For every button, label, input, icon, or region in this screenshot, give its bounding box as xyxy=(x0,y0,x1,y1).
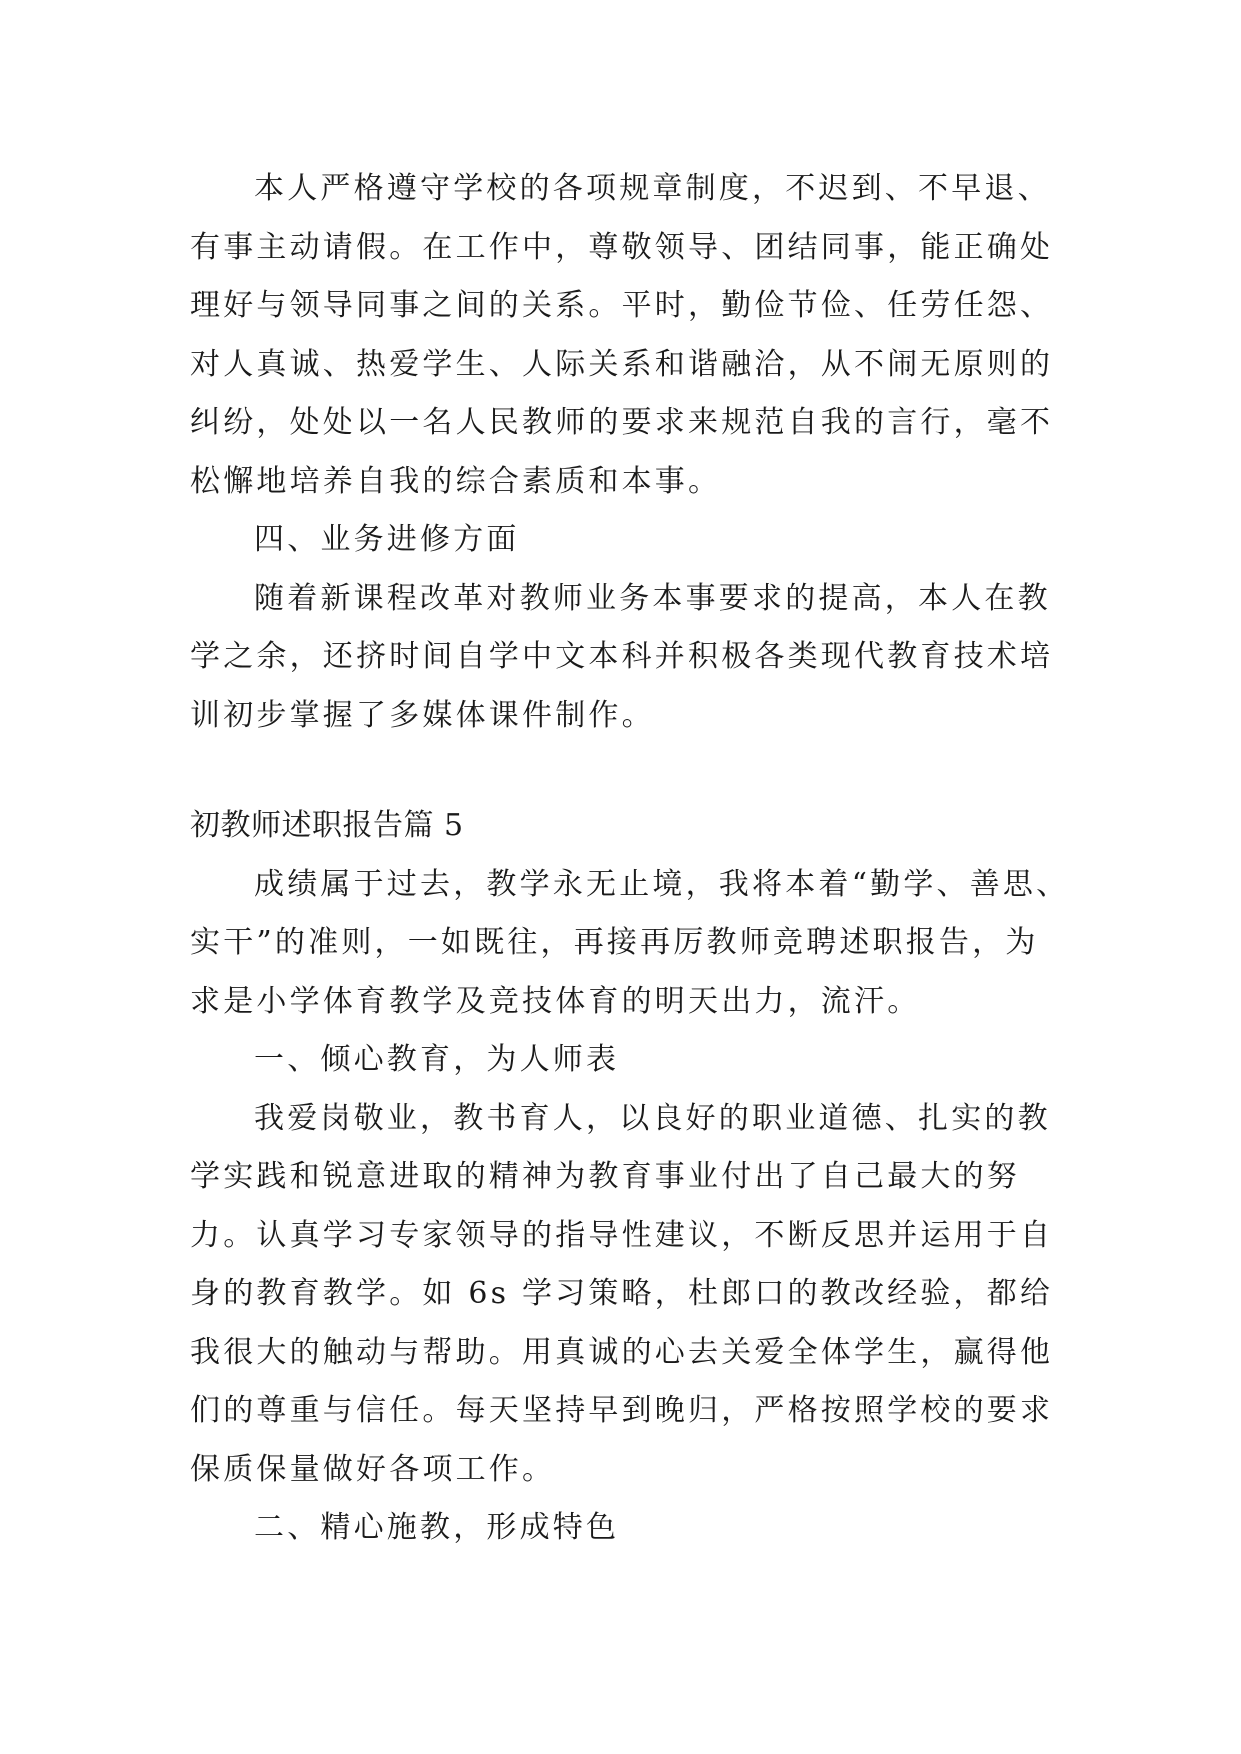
document-page xyxy=(190,160,1070,1558)
paragraph-line: 对人真诚、热爱学生、人际关系和谐融洽，从不闹无原则的 xyxy=(190,346,1054,382)
paragraph-line: 保质保量做好各项工作。 xyxy=(190,1451,556,1487)
paragraph-line: 学实践和锐意进取的精神为教育事业付出了自己最大的努 xyxy=(190,1159,1020,1194)
paragraph-line: 实干”的准则，一如既往，再接再厉教师竞聘述职报告，为 xyxy=(190,925,1039,960)
paragraph-conduct xyxy=(190,160,1070,511)
paragraph-line: 我爱岗敬业，教书育人，以良好的职业道德、扎实的教 xyxy=(254,1100,1051,1136)
paragraph-line: 松懈地培养自我的综合素质和本事。 xyxy=(190,463,722,499)
paragraph-line: 纠纷，处处以一名人民教师的要求来规范自我的言行，毫不 xyxy=(190,405,1054,440)
paragraph-line: 我很大的触动与帮助。用真诚的心去关爱全体学生，赢得他 xyxy=(190,1334,1054,1370)
paragraph-line: 身的教育教学。如 6s 学习策略，杜郎口的教改经验，都给 xyxy=(190,1276,1054,1311)
paragraph-professional-development xyxy=(190,570,1070,746)
section-heading-teaching: 二、精心施教，形成特色 xyxy=(254,1510,620,1545)
paragraph-line: 训初步掌握了多媒体课件制作。 xyxy=(190,697,655,733)
paragraph-line: 学之余，还挤时间自学中文本科并积极各类现代教育技术培 xyxy=(190,639,1054,674)
paragraph-line: 们的尊重与信任。每天坚持早到晚归，严格按照学校的要求 xyxy=(190,1393,1054,1428)
paragraph-line: 理好与领导同事之间的关系。平时，勤俭节俭、任劳任怨、 xyxy=(190,288,1054,323)
document-title: 初教师述职报告篇 5 xyxy=(190,808,464,843)
section-heading-professional-development: 四、业务进修方面 xyxy=(254,522,520,557)
paragraph-line: 力。认真学习专家领导的指导性建议，不断反思并运用于自 xyxy=(190,1217,1054,1253)
section-heading-dedication: 一、倾心教育，为人师表 xyxy=(254,1042,620,1077)
paragraph-line: 随着新课程改革对教师业务本事要求的提高，本人在教 xyxy=(254,580,1051,616)
paragraph-dedication xyxy=(190,1090,1070,1500)
paragraph-intro xyxy=(190,856,1070,1032)
paragraph-line: 求是小学体育教学及竞技体育的明天出力，流汗。 xyxy=(190,983,921,1019)
paragraph-line: 有事主动请假。在工作中，尊敬领导、团结同事，能正确处 xyxy=(190,229,1054,265)
section-gap xyxy=(190,745,1070,797)
paragraph-line: 本人严格遵守学校的各项规章制度，不迟到、不早退、 xyxy=(254,171,1051,206)
paragraph-line: 成绩属于过去，教学永无止境，我将本着“勤学、善思、 xyxy=(254,866,1070,902)
